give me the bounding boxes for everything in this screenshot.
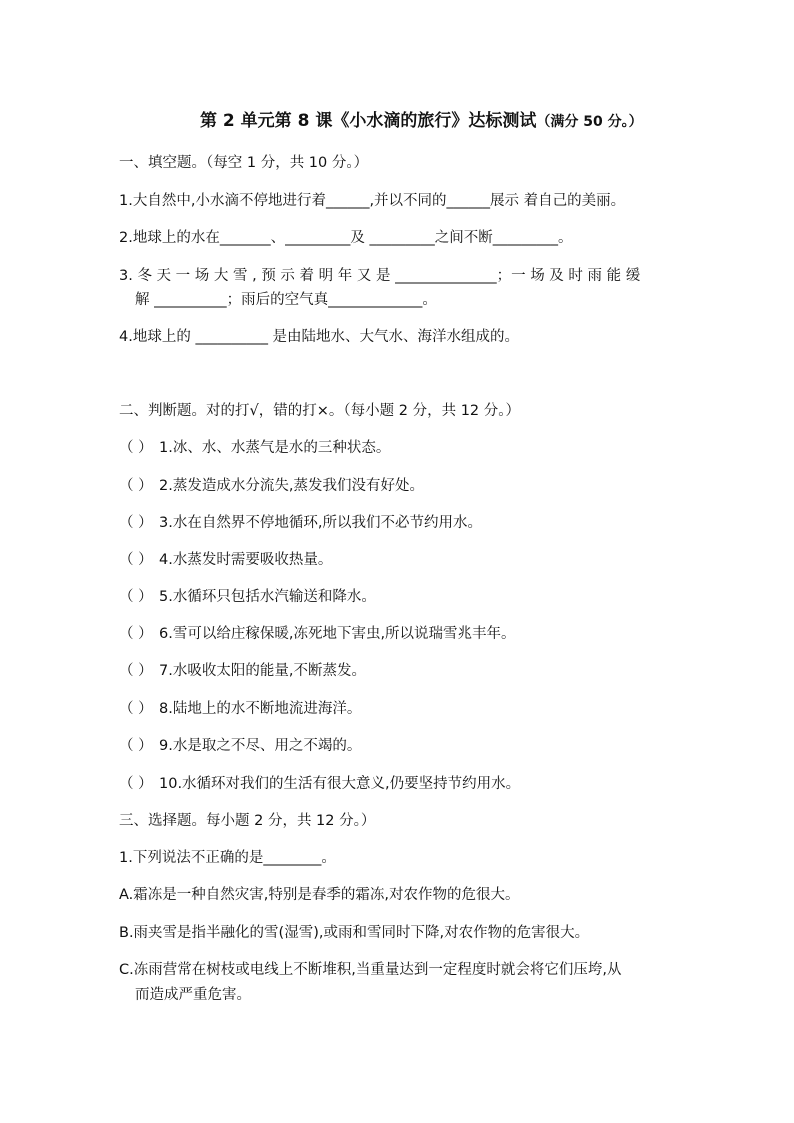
answer-paren[interactable]: （ ） <box>119 478 153 494</box>
judge-item <box>119 513 482 533</box>
judge-item <box>119 699 361 719</box>
choice-option-c-line1: C.冻雨营常在树枝或电线上不断堆积,当重量达到一定程度时就会将它们压垮,从 <box>119 962 622 978</box>
judge-text: 10.水循环对我们的生活有很大意义,仍要坚持节约用水。 <box>159 776 521 792</box>
fill-question-2: 2.地球上的水在_______、_________及 _________之间不断_________。 <box>119 230 573 246</box>
judge-text: 8.陆地上的水不断地流进海洋。 <box>159 701 362 717</box>
answer-paren[interactable]: （ ） <box>119 701 153 717</box>
judge-item <box>119 774 520 794</box>
choice-option-b: B.雨夹雪是指半融化的雪(湿雪),或雨和雪同时下降,对农作物的危害很大。 <box>119 925 590 941</box>
choice-option-c-line2: 而造成严重危害。 <box>135 987 251 1003</box>
judge-text: 2.蒸发造成水分流失,蒸发我们没有好处。 <box>159 478 424 494</box>
judge-item <box>119 736 361 756</box>
title-main: 第 2 单元第 8 课《小水滴的旅行》达标测试 <box>200 111 537 131</box>
judge-item <box>119 476 424 496</box>
choice-question-1: 1.下列说法不正确的是________。 <box>119 850 336 866</box>
judge-item <box>119 438 390 458</box>
answer-paren[interactable]: （ ） <box>119 552 153 568</box>
fill-question-1: 1.大自然中,小水滴不停地进行着______,并以不同的______展示 着自己的美丽。 <box>119 193 626 209</box>
choice-option-a: A.霜冻是一种自然灾害,特别是春季的霜冻,对农作物的危很大。 <box>119 887 520 903</box>
judge-text: 6.雪可以给庄稼保暖,冻死地下害虫,所以说瑞雪兆丰年。 <box>159 626 516 642</box>
judge-item <box>119 624 516 644</box>
fill-question-3-line1: 3. 冬 天 一 场 大 雪 , 预 示 着 明 年 又 是 ______________；一 场 及 时 雨 能 缓 <box>119 268 641 284</box>
answer-paren[interactable]: （ ） <box>119 440 153 456</box>
section1-heading: 一、填空题。（每空 1 分，共 10 分。） <box>119 155 369 171</box>
answer-paren[interactable]: （ ） <box>119 589 153 605</box>
section2-heading: 二、判断题。对的打√，错的打×。（每小题 2 分，共 12 分。） <box>119 403 520 419</box>
fill-question-3-line2: 解 __________；雨后的空气真_____________。 <box>135 292 437 308</box>
judge-text: 1.冰、水、水蒸气是水的三种状态。 <box>159 440 391 456</box>
judge-item <box>119 587 376 607</box>
judge-item <box>119 661 366 681</box>
judge-item <box>119 550 332 570</box>
judge-text: 5.水循环只包括水汽输送和降水。 <box>159 589 376 605</box>
section3-heading: 三、选择题。每小题 2 分，共 12 分。） <box>119 813 376 829</box>
answer-paren[interactable]: （ ） <box>119 776 153 792</box>
answer-paren[interactable]: （ ） <box>119 515 153 531</box>
answer-paren[interactable]: （ ） <box>119 626 153 642</box>
judge-text: 7.水吸收太阳的能量,不断蒸发。 <box>159 663 366 679</box>
page-title <box>200 106 643 131</box>
answer-paren[interactable]: （ ） <box>119 663 153 679</box>
judge-text: 4.水蒸发时需要吸收热量。 <box>159 552 333 568</box>
judge-text: 3.水在自然界不停地循环,所以我们不必节约用水。 <box>159 515 482 531</box>
judge-text: 9.水是取之不尽、用之不竭的。 <box>159 738 362 754</box>
answer-paren[interactable]: （ ） <box>119 738 153 754</box>
fill-question-4: 4.地球上的 __________ 是由陆地水、大气水、海洋水组成的。 <box>119 329 520 345</box>
title-score: （满分 50 分。） <box>536 114 643 130</box>
